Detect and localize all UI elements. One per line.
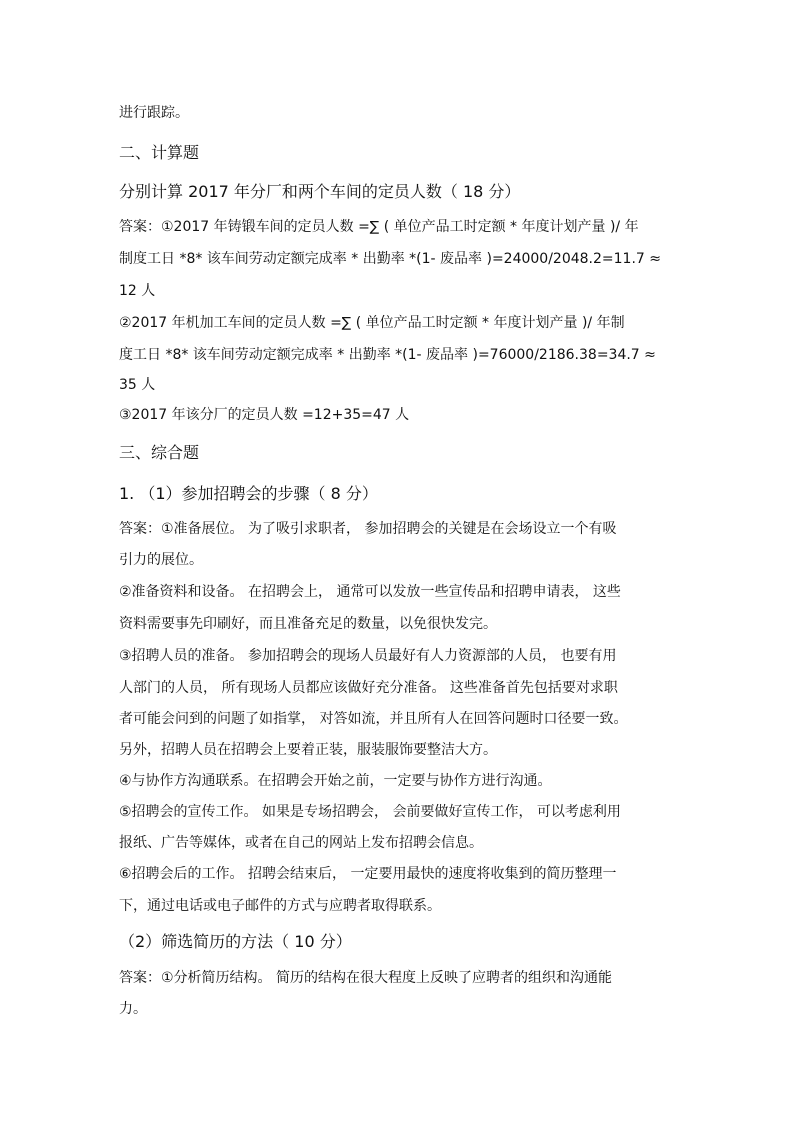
answer-line: 度工日 *8* 该车间劳动定额完成率 * 出勤率 *(1- 废品率 )=76000/2186.38=34.7 ≈ xyxy=(119,347,656,363)
question-heading: 1. （1）参加招聘会的步骤（ 8 分） xyxy=(119,484,378,503)
answer-line: 者可能会问到的问题了如指掌， 对答如流，并且所有人在回答问题时口径要一致。 xyxy=(119,711,628,727)
answer-line: 答案：①准备展位。 为了吸引求职者， 参加招聘会的关键是在会场设立一个有吸 xyxy=(119,521,617,537)
answer-line: ③2017 年该分厂的定员人数 =12+35=47 人 xyxy=(119,407,410,423)
answer-line: 制度工日 *8* 该车间劳动定额完成率 * 出勤率 *(1- 废品率 )=24000/2048.2=11.7 ≈ xyxy=(119,251,661,267)
answer-line: 另外，招聘人员在招聘会上要着正装，服装服饰要整洁大方。 xyxy=(119,742,497,758)
answer-line: 12 人 xyxy=(119,283,156,299)
answer-line: ⑤招聘会的宣传工作。 如果是专场招聘会， 会前要做好宣传工作， 可以考虑利用 xyxy=(119,804,621,820)
answer-line: 下，通过电话或电子邮件的方式与应聘者取得联系。 xyxy=(119,898,441,914)
text-line: 进行跟踪。 xyxy=(119,105,189,121)
section-heading: 二、计算题 xyxy=(119,143,200,162)
question-heading: 分别计算 2017 年分厂和两个车间的定员人数（ 18 分） xyxy=(119,182,521,201)
answer-line: 答案：①分析简历结构。 简历的结构在很大程度上反映了应聘者的组织和沟通能 xyxy=(119,970,612,986)
answer-line: ⑥招聘会后的工作。 招聘会结束后， 一定要用最快的速度将收集到的简历整理一 xyxy=(119,866,617,882)
answer-line: 报纸、广告等媒体，或者在自己的网站上发布招聘会信息。 xyxy=(119,835,483,851)
answer-line: 35 人 xyxy=(119,377,156,393)
answer-line: ④与协作方沟通联系。在招聘会开始之前，一定要与协作方进行沟通。 xyxy=(119,773,552,789)
answer-line: 引力的展位。 xyxy=(119,552,203,568)
answer-line: ②2017 年机加工车间的定员人数 =∑ ( 单位产品工时定额 * 年度计划产量 )/ 年制 xyxy=(119,315,625,331)
question-heading: （2）筛选简历的方法（ 10 分） xyxy=(119,932,352,951)
answer-line: 答案：①2017 年铸锻车间的定员人数 =∑ ( 单位产品工时定额 * 年度计划产量 )/ 年 xyxy=(119,219,639,235)
answer-line: 资料需要事先印刷好，而且准备充足的数量，以免很快发完。 xyxy=(119,616,497,632)
answer-line: 人部门的人员， 所有现场人员都应该做好充分准备。 这些准备首先包括要对求职 xyxy=(119,680,618,696)
answer-line: ③招聘人员的准备。 参加招聘会的现场人员最好有人力资源部的人员， 也要有用 xyxy=(119,648,617,664)
section-heading: 三、综合题 xyxy=(119,443,200,462)
answer-line: ②准备资料和设备。 在招聘会上， 通常可以发放一些宣传品和招聘申请表， 这些 xyxy=(119,584,621,600)
answer-line: 力。 xyxy=(119,1001,147,1017)
